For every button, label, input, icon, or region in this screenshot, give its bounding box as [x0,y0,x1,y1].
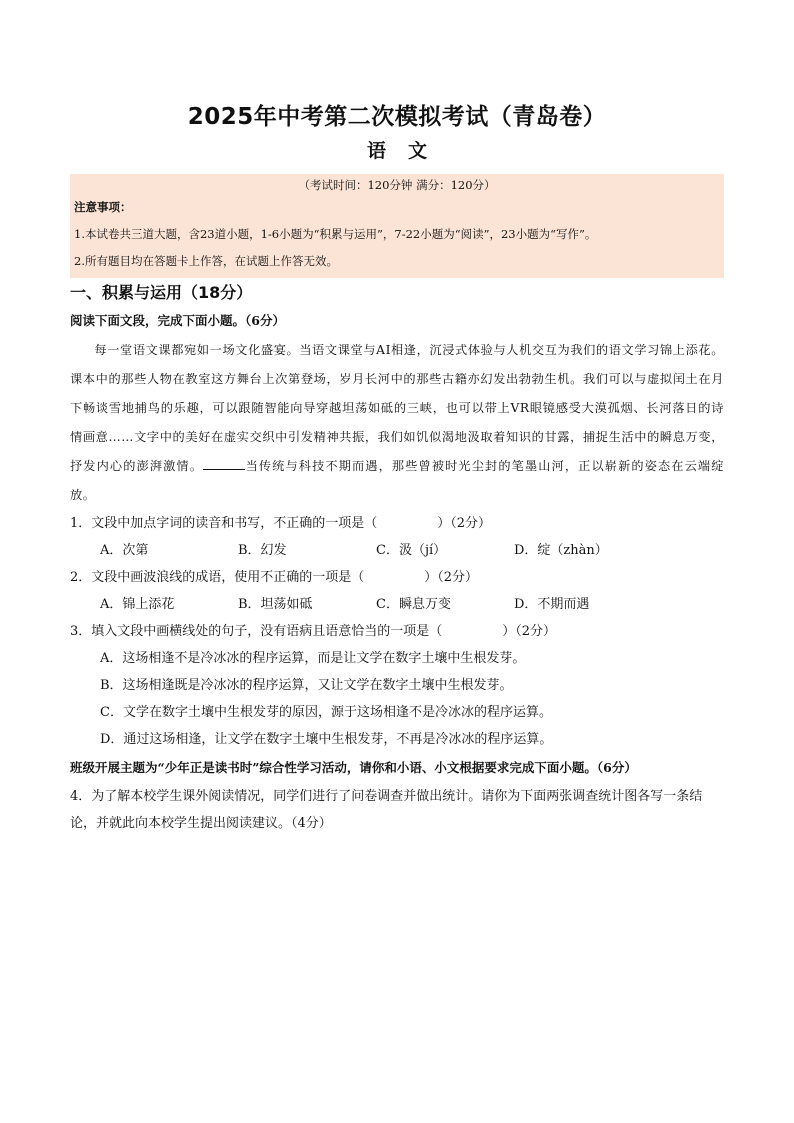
option-c: C．瞬息万变 [376,597,451,612]
option-a: A．次第 [100,543,149,558]
notice-item-2: 2.所有题目均在答题卡上作答，在试题上作答无效。 [74,254,338,268]
option-d: D．不期而遇 [514,597,590,612]
option-c: C．文学在数字土壤中生根发芽的原因，源于这场相逢不是冷冰冰的程序运算。 [100,705,552,720]
exam-time-line: （考试时间：120分钟 满分：120分） [298,178,496,192]
option-a: A．锦上添花 [100,597,175,612]
section-title: 一、积累与运用（18分） [70,283,253,302]
passage-part-1: 每一堂语文课都宛如一场文化盛宴。当语文课堂与AI相逢，沉浸式体验与人机交互为我们的语文学习锦上添花。课本中的那些人物在教室这方舞台上次第登场，岁月长河中的那些古籍亦幻发出勃勃生机。我们可以与虚拟闰土在月下畅谈雪地捕鸟的乐趣，可以跟随智能向导穿越坦荡如砥的三峡，也可以带上VR眼镜感受大漠孤烟、长河落日的诗情画意……文字中的美好在虚实交织中引发精神共振，我们如饥似渴地汲取着知识的甘露，捕捉生活中的瞬息万变，抒发内心的澎湃激情。 [70,343,724,473]
question-3-score: ）（2分） [502,624,557,639]
notice-heading: 注意事项： [74,200,132,214]
option-a: A．这场相逢不是冷冰冰的程序运算，而是让文学在数字土壤中生根发芽。 [100,651,526,666]
passage-part-2: 当传统与科技不期而遇，那些曾被时光尘封的笔墨山河，正以崭新的姿态在云端绽放。 [70,459,724,502]
question-1-score: ）（2分） [437,516,492,531]
reading-intro: 阅读下面文段，完成下面小题。（6分） [70,313,285,328]
option-b: B．幻发 [238,543,287,558]
question-4: 4．为了解本校学生课外阅读情况，同学们进行了问卷调查并做出统计。请你为下面两张调查统计图各写一条结论，并就此向本校学生提出阅读建议。（4分） [70,789,703,831]
option-b: B．这场相逢既是冷冰冰的程序运算，又让文学在数字土壤中生根发芽。 [100,678,513,693]
option-d: D．绽（zhàn） [514,543,608,558]
fill-blank-line [203,457,245,470]
subject-title: 语文 [366,140,449,162]
question-1-text: 1．文段中加点字词的读音和书写，不正确的一项是（ [70,516,378,531]
question-3 [70,618,724,645]
option-c: C．汲（jí） [376,543,447,558]
question-1 [70,510,724,537]
reading-passage [70,336,724,510]
question-2-text: 2．文段中画波浪线的成语，使用不正确的一项是（ [70,570,365,585]
question-2-options [70,591,724,618]
question-2-score: ）（2分） [424,570,479,585]
exam-page [70,0,724,837]
question-3-text: 3．填入文段中画横线处的句子，没有语病且语意恰当的一项是（ [70,624,443,639]
option-d: D．通过这场相逢，让文学在数字土壤中生根发芽，不再是冷冰冰的程序运算。 [100,732,553,747]
notice-box [70,174,724,278]
exam-title: 2025年中考第二次模拟考试（青岛卷） [187,104,607,130]
activity-intro: 班级开展主题为“少年正是读书时”综合性学习活动，请你和小语、小文根据要求完成下面小题。（6分） [70,760,637,775]
question-1-options [70,537,724,564]
option-b: B．坦荡如砥 [238,597,313,612]
notice-item-1: 1.本试卷共三道大题，含23道小题，1-6小题为“积累与运用”，7-22小题为“阅读”，23小题为“写作”。 [74,227,597,241]
question-2 [70,564,724,591]
